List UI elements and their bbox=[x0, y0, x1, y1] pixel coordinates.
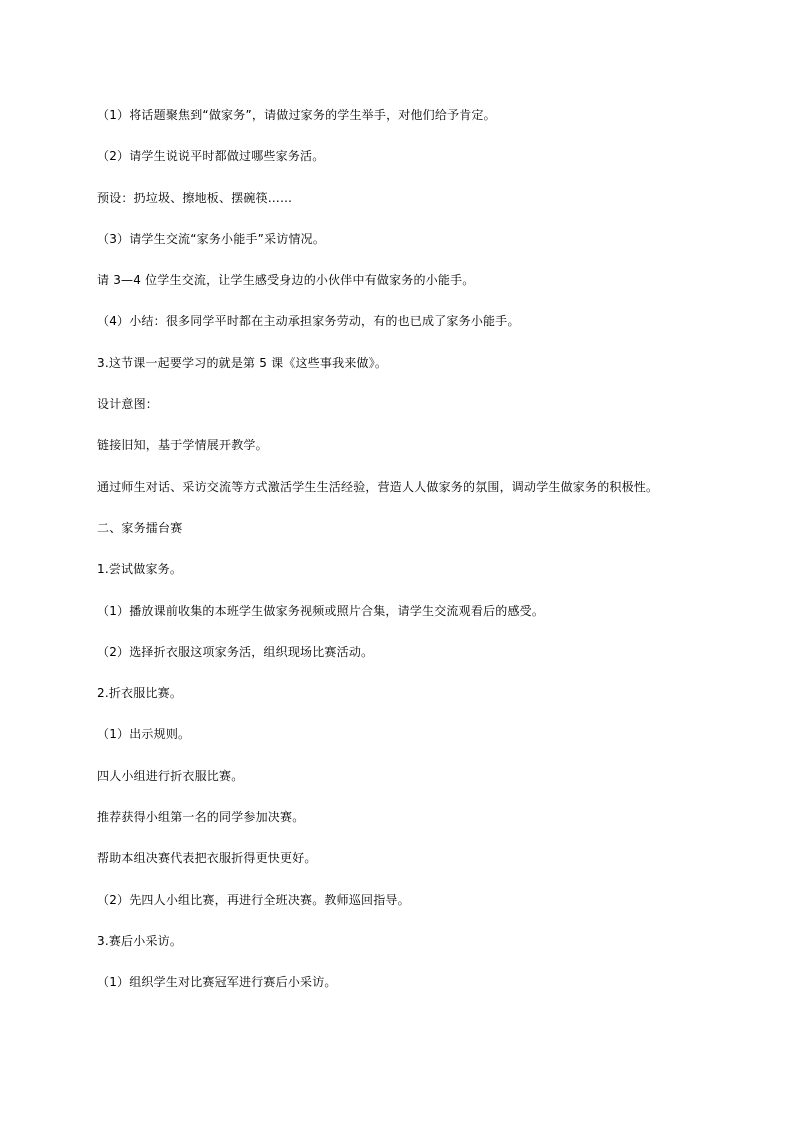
paragraph: 四人小组进行折衣服比赛。 bbox=[97, 768, 244, 783]
paragraph: （2）请学生说说平时都做过哪些家务活。 bbox=[97, 149, 325, 164]
document-body bbox=[97, 102, 717, 1011]
paragraph: （2）选择折衣服这项家务活，组织现场比赛活动。 bbox=[97, 644, 374, 659]
paragraph: （1）将话题聚焦到“做家务”，请做过家务的学生举手，对他们给予肯定。 bbox=[97, 108, 496, 122]
paragraph: 请 3—4 位学生交流，让学生感受身边的小伙伴中有做家务的小能手。 bbox=[97, 273, 475, 288]
paragraph: 通过师生对话、采访交流等方式激活学生生活经验，营造人人做家务的氛围，调动学生做家务的积极性。 bbox=[97, 479, 659, 494]
paragraph: （4）小结：很多同学平时都在主动承担家务劳动，有的也已成了家务小能手。 bbox=[97, 314, 520, 329]
paragraph: 帮助本组决赛代表把衣服折得更快更好。 bbox=[97, 851, 317, 866]
section-heading: 二、家务擂台赛 bbox=[97, 520, 183, 535]
section-label: 设计意图： bbox=[97, 397, 159, 412]
subsection-heading: 1.尝试做家务。 bbox=[97, 562, 183, 577]
paragraph: （1）播放课前收集的本班学生做家务视频或照片合集，请学生交流观看后的感受。 bbox=[97, 603, 545, 618]
paragraph: 3.这节课一起要学习的就是第 5 课《这些事我来做》。 bbox=[97, 355, 388, 370]
subsection-heading: 3.赛后小采访。 bbox=[97, 933, 183, 948]
paragraph: 链接旧知，基于学情展开教学。 bbox=[97, 438, 268, 453]
paragraph: （1）组织学生对比赛冠军进行赛后小采访。 bbox=[97, 975, 337, 990]
paragraph: （3）请学生交流“家务小能手”采访情况。 bbox=[97, 231, 326, 246]
paragraph: （1）出示规则。 bbox=[97, 727, 191, 742]
subsection-heading: 2.折衣服比赛。 bbox=[97, 686, 183, 701]
paragraph: 推荐获得小组第一名的同学参加决赛。 bbox=[97, 810, 305, 825]
paragraph: （2）先四人小组比赛，再进行全班决赛。教师巡回指导。 bbox=[97, 892, 410, 907]
paragraph: 预设：扔垃圾、擦地板、摆碗筷…… bbox=[97, 190, 293, 205]
